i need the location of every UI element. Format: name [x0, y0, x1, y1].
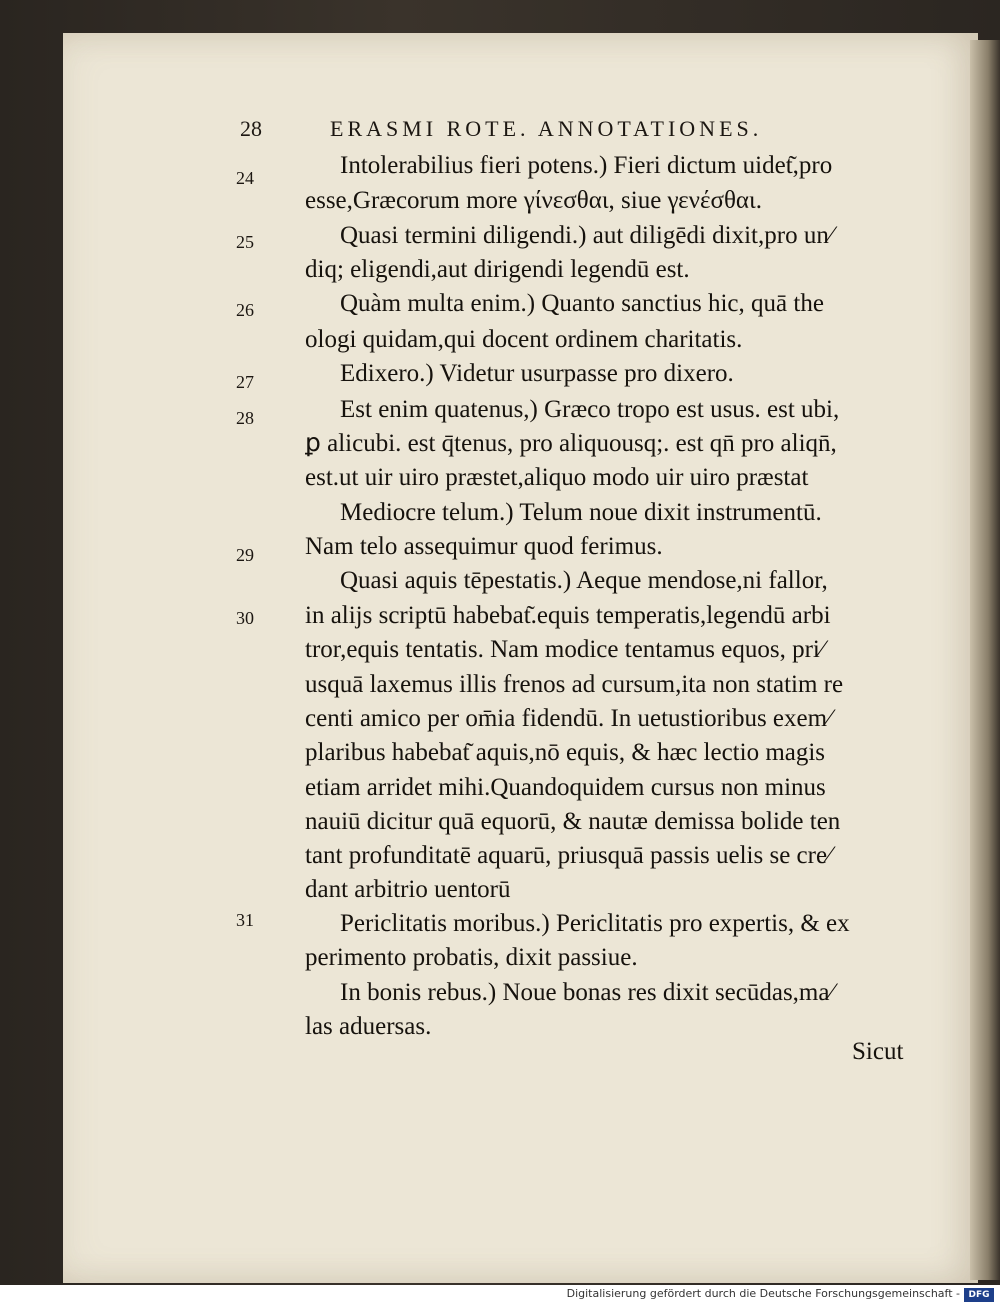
page-edge	[970, 40, 1000, 1280]
text-line: ologi quidam,qui docent ordinem charitatis.	[305, 326, 743, 353]
text-line: dant arbitrio uentorū	[305, 876, 511, 903]
page-header	[0, 116, 1000, 142]
text-line: usquā laxemus illis frenos ad cursum,ita non statim re	[305, 671, 844, 698]
text-line: tant profunditatē aquarū, priusquā passis uelis se cre⁄	[305, 842, 832, 869]
text-line: plaribus habebat͂ aquis,nō equis, & hæc lectio magis	[305, 739, 826, 766]
text-line: esse,Græcorum more γίνεσθαι, siue γενέσθαι.	[305, 187, 763, 214]
page-number: 28	[240, 116, 262, 141]
margin-number: 26	[236, 300, 254, 320]
margin-number: 30	[236, 608, 254, 628]
margin-number: 28	[236, 408, 254, 428]
text-line: perimento probatis, dixit passiue.	[305, 944, 638, 971]
text-line: Quasi aquis tēpestatis.) Aeque mendose,ni fallor,	[340, 567, 828, 594]
margin-number: 25	[236, 232, 254, 252]
text-line: Mediocre telum.) Telum noue dixit instrumentū.	[340, 499, 822, 526]
footer-credit: Digitalisierung gefördert durch die Deutsche Forschungsgemeinschaft -	[566, 1287, 960, 1300]
margin-number: 29	[236, 545, 254, 565]
running-head: ERASMI ROTE. ANNOTATIONES.	[330, 116, 763, 141]
text-line: las aduersas.	[305, 1013, 432, 1040]
dfg-logo-icon: DFG	[964, 1288, 994, 1302]
footer-bar	[0, 1285, 1000, 1305]
text-line: nauiū dicitur quā equorū, & nautæ demissa bolide ten	[305, 808, 841, 835]
text-line: tror,equis tentatis. Nam modice tentamus equos, pri⁄	[305, 636, 825, 663]
text-line: etiam arridet mihi.Quandoquidem cursus non minus	[305, 774, 826, 801]
margin-number: 27	[236, 372, 254, 392]
margin-number: 24	[236, 168, 254, 188]
text-line: In bonis rebus.) Noue bonas res dixit secūdas,ma⁄	[340, 979, 834, 1006]
text-line: Edixero.) Videtur usurpasse pro dixero.	[340, 360, 734, 387]
text-line: Quàm multa enim.) Quanto sanctius hic, quā the	[340, 290, 824, 317]
text-line: ꝑ alicubi. est q̄tenus, pro aliquousq;. est qn̄ pro aliqn̄,	[305, 430, 837, 457]
margin-number: 31	[236, 910, 254, 930]
text-line: Quasi termini diligendi.) aut diligēdi dixit,pro un⁄	[340, 222, 833, 249]
text-line: diq; eligendi,aut dirigendi legendū est.	[305, 256, 690, 283]
text-line: Est enim quatenus,) Græco tropo est usus. est ubi,	[340, 396, 840, 423]
text-line: Periclitatis moribus.) Periclitatis pro expertis, & ex	[340, 910, 850, 937]
text-line: est.ut uir uiro præstet,aliquo modo uir uiro præstat	[305, 464, 809, 491]
text-line: Intolerabilius fieri potens.) Fieri dictum uidet͂,pro	[340, 152, 833, 179]
catchword: Sicut	[852, 1038, 904, 1065]
text-line: centi amico per om̄ia fidendū. In uetustioribus exem⁄	[305, 705, 832, 732]
text-line: in alijs scriptū habebat͂.equis temperatis,legendū arbi	[305, 602, 831, 629]
text-line: Nam telo assequimur quod ferimus.	[305, 533, 663, 560]
